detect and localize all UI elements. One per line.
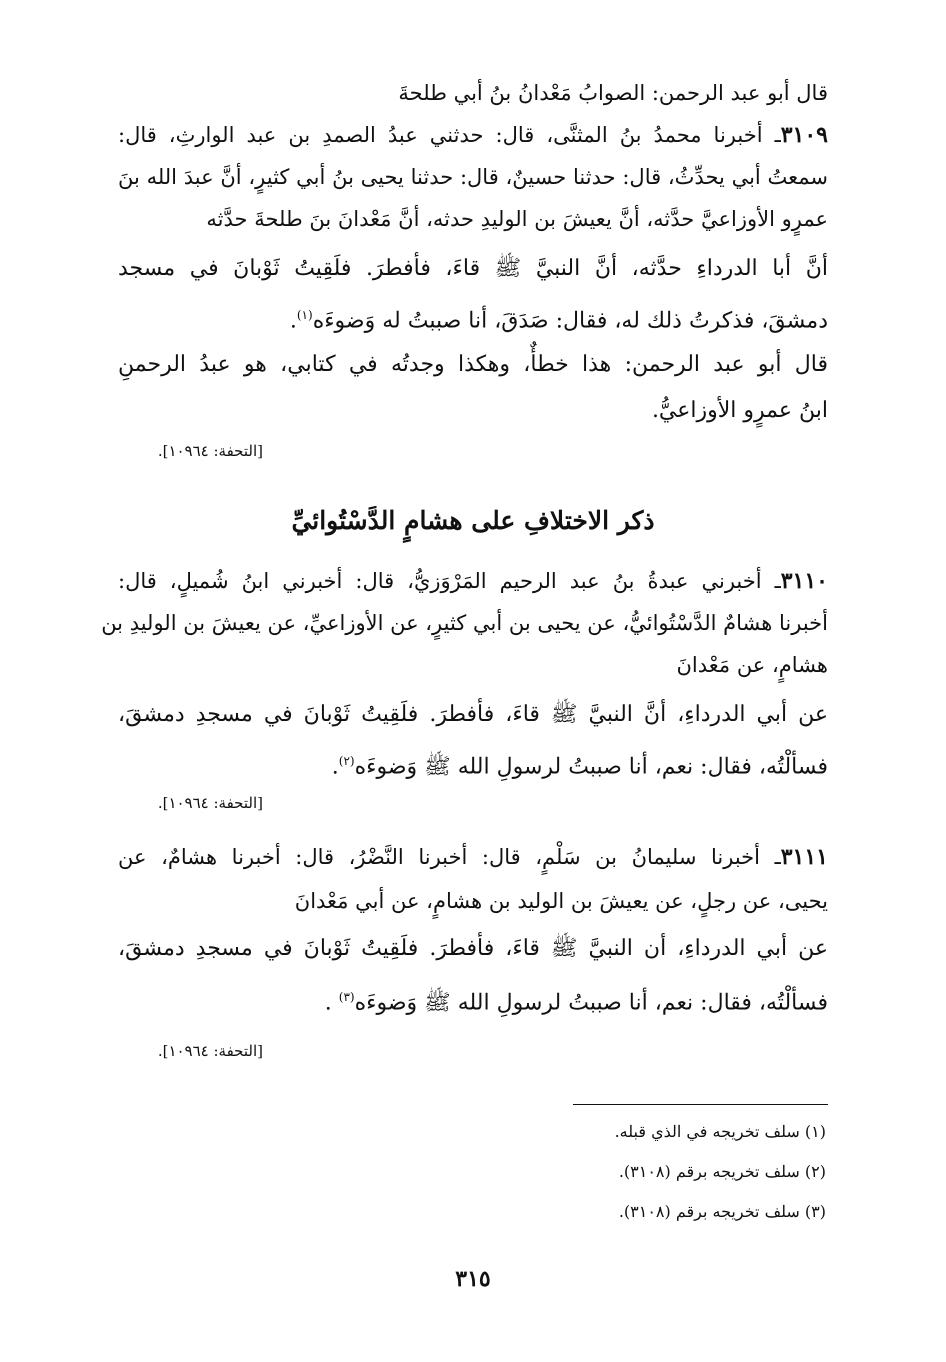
tuhfa-reference: [التحفة: ١٠٩٦٤]. xyxy=(157,794,263,812)
hadith-3111-matn-line: عن أبي الدرداءِ، أن النبيَّ ﷺ قاءَ، فأفطرَ. فلَقِيتُ ثَوْبانَ في مسجدِ دمشقَ، xyxy=(118,936,828,961)
page-number: ٣١٥ xyxy=(455,1266,491,1292)
hadith-3109-matn-line: أنَّ أبا الدرداءِ حدَّثه، أنَّ النبيَّ ﷺ قاءَ، فأفطرَ. فلَقِيتُ ثَوْبانَ في مسجد xyxy=(118,256,828,281)
tuhfa-reference: [التحفة: ١٠٩٦٤]. xyxy=(157,1042,263,1060)
hadith-3111-isnad-line: يحيى، عن رجلٍ، عن يعيشَ بن الوليد بن هشامٍ، عن أبي مَعْدانَ xyxy=(294,889,828,913)
text-span: ـ أخبرني عبدةُ بنُ عبد الرحيم المَرْوَزيُّ، قال: أخبرني ابنُ شُميلٍ، قال: xyxy=(118,569,781,593)
footnote-marker: (٢) xyxy=(338,754,355,768)
hadith-3110-isnad-line: هشامٍ، عن مَعْدانَ xyxy=(676,653,828,677)
text-span: فسألْتُه، فقال: نعم، أنا صببتُ لرسولِ الله ﷺ وَضوءَه xyxy=(354,754,828,780)
hadith-3110-matn-line: فسألْتُه، فقال: نعم، أنا صببتُ لرسولِ الله ﷺ وَضوءَه$^{(٢)}$. xyxy=(331,754,828,780)
text-line: قال أبو عبد الرحمن: الصوابُ مَعْدانُ بنُ أبي طلحةَ xyxy=(398,81,828,105)
hadith-3110-matn-line: عن أبي الدرداءِ، أنَّ النبيَّ ﷺ قاءَ، فأفطرَ. فلَقِيتُ ثَوْبانَ في مسجدِ دمشقَ، xyxy=(118,702,828,727)
hadith-3111-matn-line: فسألْتُه، فقال: نعم، أنا صببتُ لرسولِ الله ﷺ وَضوءَه$^{(٣)}$ . xyxy=(324,990,828,1016)
footnote-marker: (١) xyxy=(296,308,313,322)
text-span: دمشقَ، فذكرتُ ذلك له، فقال: صَدَقَ، أنا صببتُ له وَضوءَه xyxy=(312,308,828,334)
text-span: فسألْتُه، فقال: نعم، أنا صببتُ لرسولِ الله ﷺ وَضوءَه xyxy=(354,990,828,1016)
footnote: (٣) سلف تخريجه برقم (٣١٠٨). xyxy=(618,1202,826,1221)
hadith-3109-matn-line: دمشقَ، فذكرتُ ذلك له، فقال: صَدَقَ، أنا صببتُ له وَضوءَه$^{(١)}$. xyxy=(289,308,828,334)
tuhfa-reference: [التحفة: ١٠٩٦٤]. xyxy=(157,442,263,460)
hadith-3109-isnad-line: عمرٍو الأوزاعيَّ حدَّثه، أنَّ يعيشَ بن الوليدِ حدثه، أنَّ مَعْدانَ بنَ طلحةَ حدَّثه xyxy=(206,207,828,231)
hadith-3111-isnad-line xyxy=(118,842,828,872)
text-span: ـ أخبرنا سليمانُ بن سَلْمٍ، قال: أخبرنا النَّضْرُ، قال: أخبرنا هشامٌ، عن xyxy=(118,845,781,869)
hadith-3110-isnad-line xyxy=(118,566,828,596)
footnote: (٢) سلف تخريجه برقم (٣١٠٨). xyxy=(618,1162,826,1181)
footnote: (١) سلف تخريجه في الذي قبله. xyxy=(614,1122,826,1141)
hadith-number: ٣١١٠ xyxy=(780,568,828,594)
hadith-number: ٣١٠٩ xyxy=(780,122,828,148)
text-span: ـ أخبرنا محمدُ بنُ المثنَّى، قال: حدثني عبدُ الصمدِ بن عبد الوارثِ، قال: xyxy=(118,123,781,147)
section-title: ذكر الاختلافِ على هشامٍ الدَّسْتُوائيِّ xyxy=(291,506,655,535)
hadith-3109-isnad-line xyxy=(118,120,828,150)
footnote-separator xyxy=(573,1104,828,1105)
author-note-line: قال أبو عبد الرحمن: هذا خطأٌ، وهكذا وجدتُه في كتابي، هو عبدُ الرحمنِ xyxy=(118,352,828,377)
author-note-line: ابنُ عمرٍو الأوزاعيُّ. xyxy=(651,398,828,423)
hadith-3109-isnad-line: سمعتُ أبي يحدِّثُ، قال: حدثنا حسينٌ، قال: حدثنا يحيى بنُ أبي كثيرٍ، أنَّ عبدَ الله بنَ xyxy=(118,165,828,189)
footnote-marker: (٣) xyxy=(338,990,355,1004)
hadith-3110-isnad-line: أخبرنا هشامٌ الدَّسْتُوائيُّ، عن يحيى بن أبي كثيرٍ، عن الأوزاعيِّ، عن يعيشَ بن الوليدِ بن xyxy=(101,611,828,635)
hadith-number: ٣١١١ xyxy=(780,844,828,870)
